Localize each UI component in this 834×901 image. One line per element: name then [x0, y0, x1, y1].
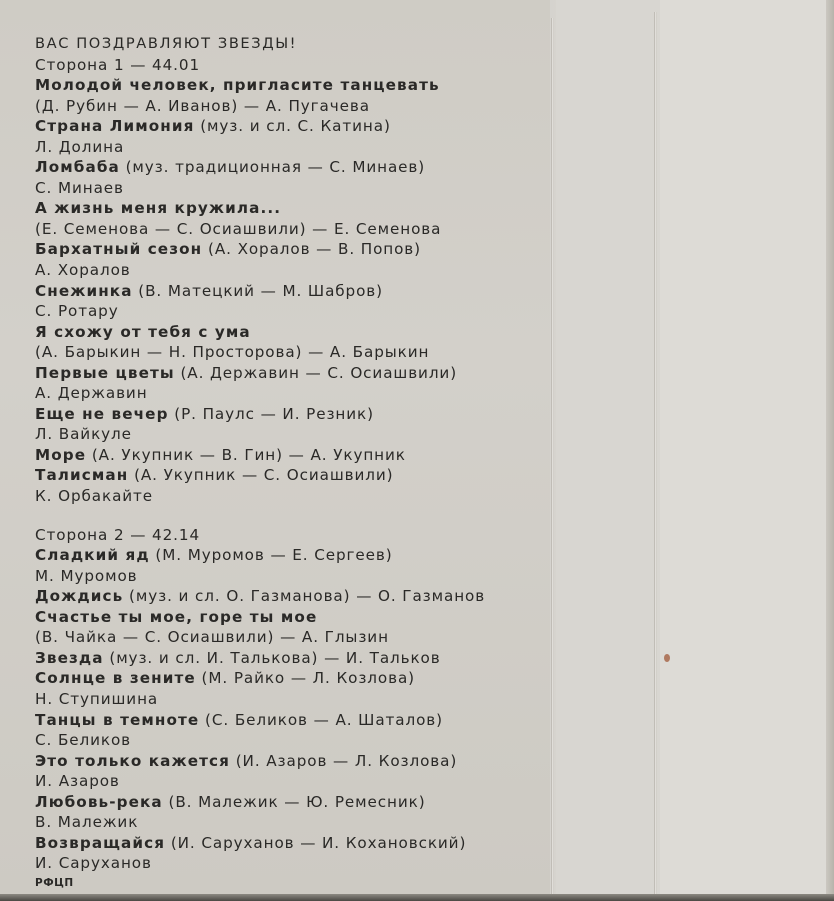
track-credits: (С. Беликов — А. Шаталов) [199, 710, 443, 729]
track-line [35, 198, 545, 219]
track-title: Снежинка [35, 281, 133, 300]
track-line [35, 137, 545, 158]
track-line [35, 627, 545, 648]
side-2 [35, 525, 545, 874]
track-line [35, 404, 545, 425]
track-title: Это только кажется [35, 751, 230, 770]
track-credits: К. Орбакайте [35, 487, 154, 506]
track-credits: С. Минаев [35, 178, 124, 197]
track-credits: Л. Долина [35, 137, 125, 156]
track-line [35, 75, 545, 96]
fold-line [654, 12, 657, 895]
track-line [35, 771, 545, 792]
track-line [35, 96, 545, 117]
track-line [35, 648, 545, 669]
flap-panel [660, 0, 826, 901]
track-title: Ломбаба [35, 158, 120, 177]
track-credits: (А. Державин — С. Осиашвили) [174, 363, 458, 382]
side-label: Сторона 2 — 42.14 [35, 525, 201, 544]
track-line [35, 157, 545, 178]
track-credits: С. Беликов [35, 731, 132, 750]
track-title: Звезда [35, 648, 104, 667]
track-title: Солнце в зените [35, 669, 196, 688]
track-line [35, 445, 545, 466]
card-edge [826, 0, 834, 901]
track-line [35, 424, 545, 445]
track-line [35, 281, 545, 302]
side-1 [35, 55, 545, 507]
track-line [35, 710, 545, 731]
track-line [35, 178, 545, 199]
track-credits: (Р. Паулс — И. Резник) [168, 404, 374, 423]
track-title: Море [35, 445, 87, 464]
track-credits: Н. Ступишина [35, 689, 159, 708]
track-credits: В. Малежик [35, 813, 139, 832]
side-2-tracks [35, 545, 545, 874]
track-line [35, 116, 545, 137]
side-separator [35, 507, 545, 525]
track-title: Талисман [35, 466, 129, 485]
track-credits: (муз. традиционная — С. Минаев) [119, 158, 426, 177]
bottom-shadow [0, 894, 834, 901]
track-line [35, 607, 545, 628]
track-title: Танцы в темноте [35, 710, 200, 729]
track-credits: (А. Укупник — В. Гин) — А. Укупник [86, 445, 406, 464]
track-credits: (муз. и сл. О. Газманова) — О. Газманов [123, 587, 486, 606]
track-line [35, 383, 545, 404]
track-line [35, 751, 545, 772]
publisher-imprint: РФЦП [35, 876, 74, 889]
track-line [35, 239, 545, 260]
track-credits: С. Ротару [35, 302, 119, 321]
track-credits: (В. Чайка — С. Осиашвили) — А. Глызин [35, 628, 389, 647]
fold-line [551, 18, 554, 901]
track-credits: А. Хоралов [35, 261, 131, 280]
track-credits: М. Муромов [35, 566, 138, 585]
track-line [35, 322, 545, 343]
track-line [35, 668, 545, 689]
track-line [35, 730, 545, 751]
track-title: Молодой человек, пригласите танцевать [35, 76, 440, 95]
side-1-tracks [35, 75, 545, 506]
track-credits: Л. Вайкуле [35, 425, 132, 444]
track-credits: (В. Малежик — Ю. Ремесник) [162, 792, 426, 811]
track-line [35, 301, 545, 322]
track-title: Первые цветы [35, 363, 175, 382]
track-line [35, 363, 545, 384]
track-title: Страна Лимония [35, 117, 195, 136]
track-credits: (муз. и сл. С. Катина) [194, 117, 391, 136]
track-title: Я схожу от тебя с ума [35, 322, 251, 341]
rust-stain [664, 654, 670, 662]
track-title: Счастье ты мое, горе ты мое [35, 607, 318, 626]
track-line [35, 812, 545, 833]
track-credits: (А. Барыкин — Н. Просторова) — А. Барыкин [35, 343, 430, 362]
spine-panel [556, 0, 656, 901]
track-title: Еще не вечер [35, 404, 169, 423]
track-credits: И. Азаров [35, 772, 120, 791]
tracklist [35, 34, 545, 892]
track-line [35, 260, 545, 281]
track-credits: И. Саруханов [35, 854, 152, 873]
track-credits: (И. Саруханов — И. Кохановский) [165, 833, 467, 852]
track-line [35, 486, 545, 507]
track-title: Бархатный сезон [35, 240, 203, 259]
track-credits: (А. Хоралов — В. Попов) [202, 240, 421, 259]
track-line [35, 465, 545, 486]
album-title: ВАС ПОЗДРАВЛЯЮТ ЗВЕЗДЫ! [35, 35, 298, 52]
track-title: Дождись [35, 587, 124, 606]
track-title: Любовь-река [35, 792, 163, 811]
track-line [35, 792, 545, 813]
track-line [35, 566, 545, 587]
track-line [35, 833, 545, 854]
track-credits: (Д. Рубин — А. Иванов) — А. Пугачева [35, 96, 370, 115]
track-credits: (А. Укупник — С. Осиашвили) [128, 466, 394, 485]
track-line [35, 545, 545, 566]
track-credits: (М. Райко — Л. Козлова) [195, 669, 415, 688]
track-credits: (Е. Семенова — С. Осиашвили) — Е. Семенова [35, 219, 442, 238]
track-credits: А. Державин [35, 384, 148, 403]
track-line [35, 853, 545, 874]
track-credits: (И. Азаров — Л. Козлова) [230, 751, 458, 770]
track-credits: (муз. и сл. И. Талькова) — И. Тальков [103, 648, 441, 667]
side-label: Сторона 1 — 44.01 [35, 55, 201, 74]
track-credits: (В. Матецкий — М. Шабров) [132, 281, 383, 300]
track-line [35, 586, 545, 607]
track-title: Сладкий яд [35, 546, 150, 565]
track-line [35, 219, 545, 240]
track-line [35, 689, 545, 710]
track-credits: (М. Муромов — Е. Сергеев) [149, 546, 393, 565]
track-line [35, 342, 545, 363]
track-title: Возвращайся [35, 833, 166, 852]
track-title: А жизнь меня кружила... [35, 199, 282, 218]
